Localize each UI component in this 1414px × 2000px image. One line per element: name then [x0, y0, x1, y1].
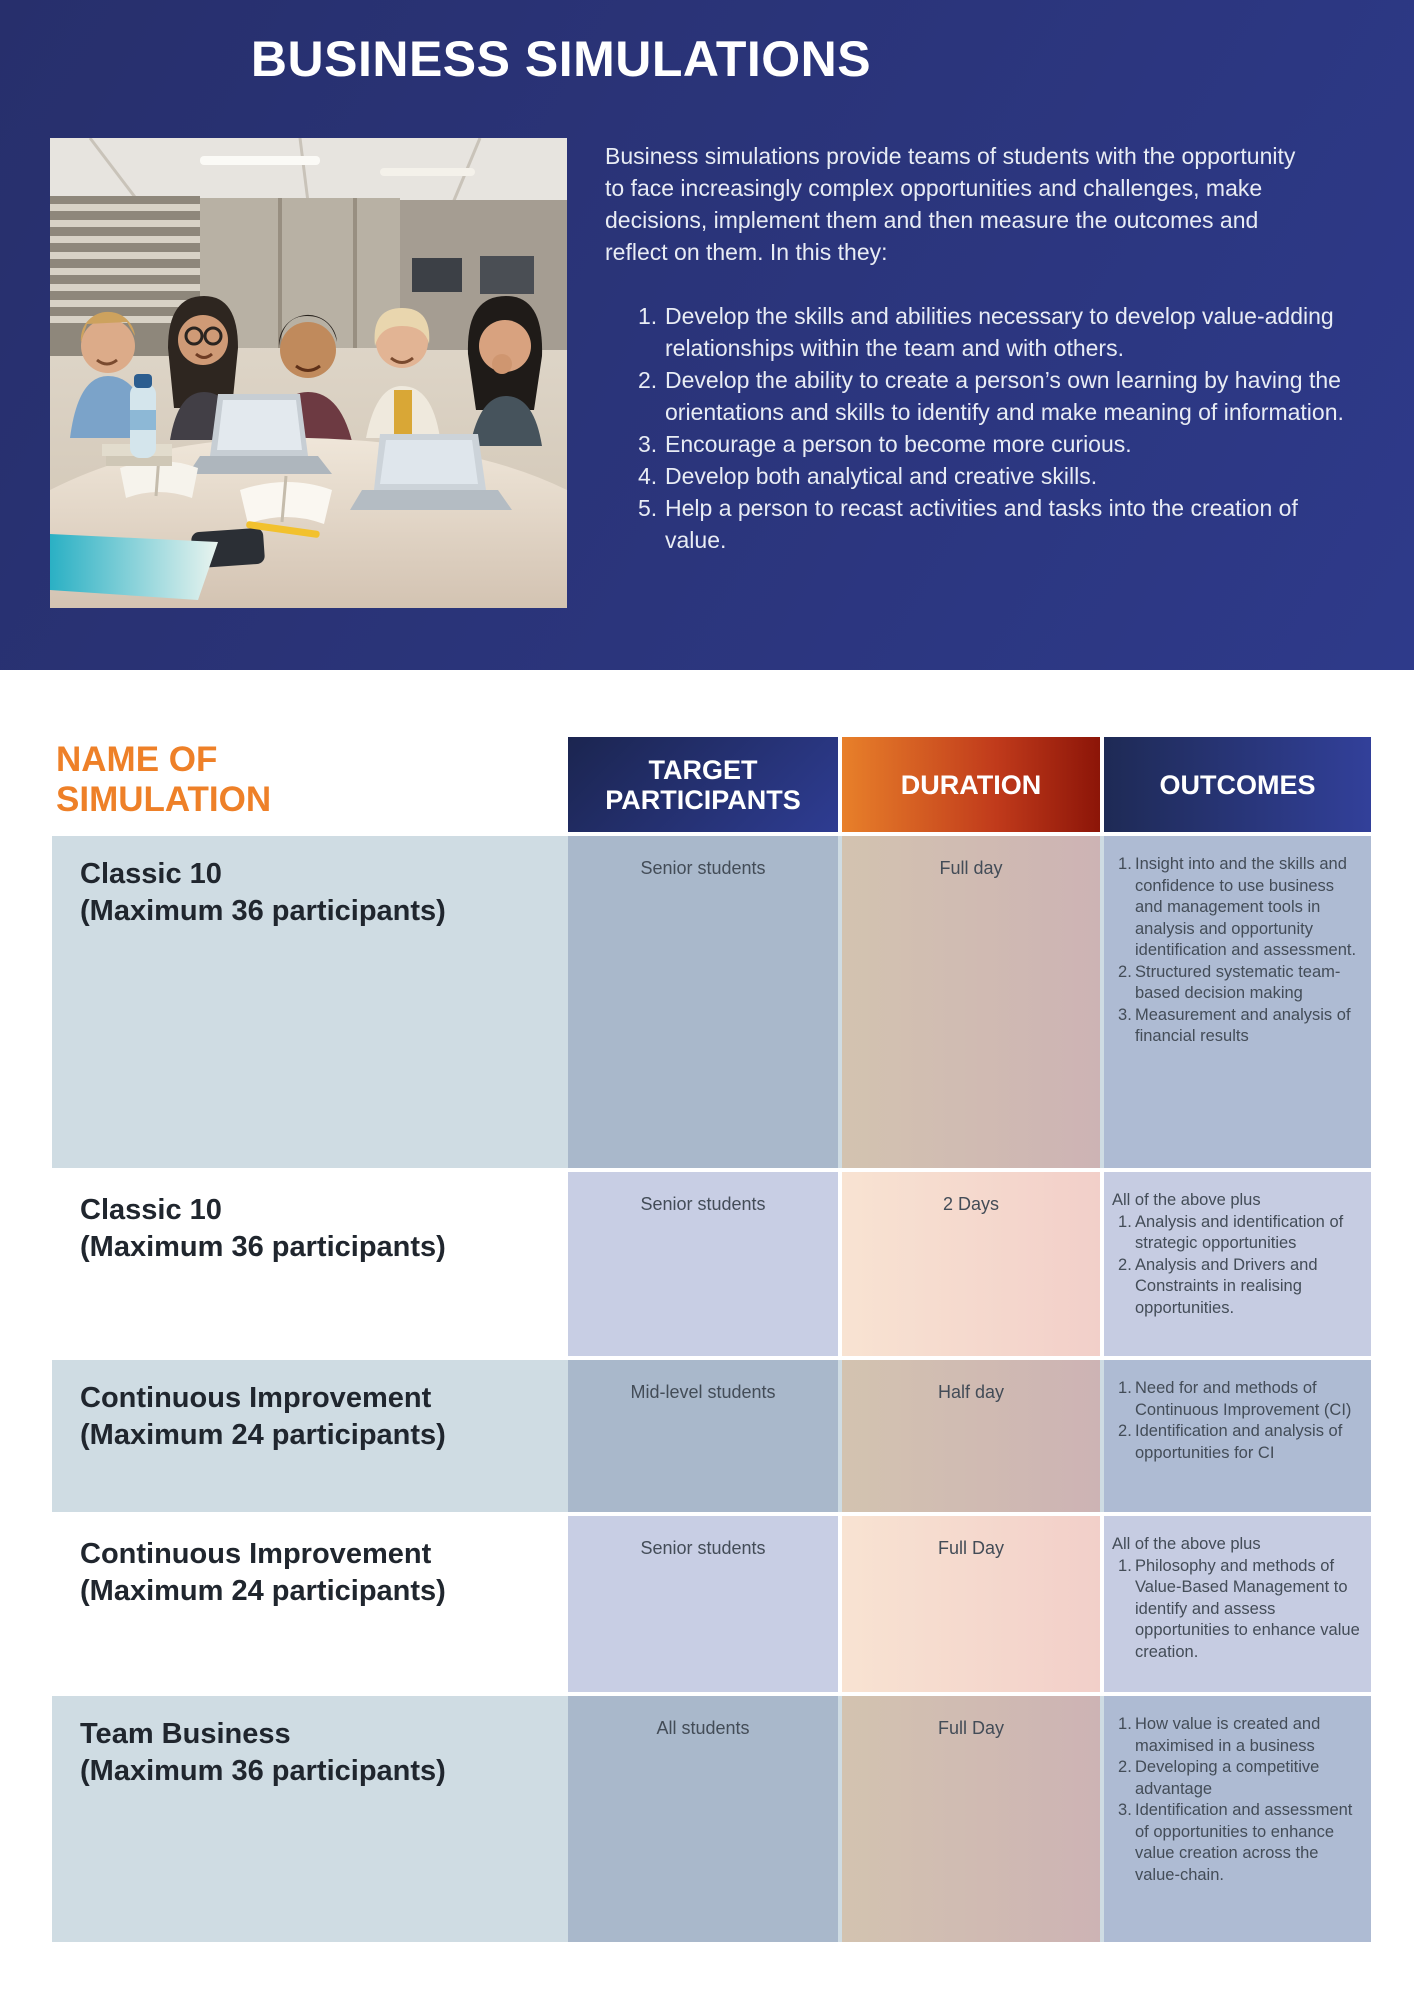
simulation-name-cell [52, 1360, 568, 1512]
target-participants-cell: All students [568, 1696, 838, 1942]
outcomes-prefix: All of the above plus [1112, 1535, 1261, 1553]
benefit-item: Encourage a person to become more curious. [665, 431, 1132, 457]
table-row [52, 836, 1371, 1168]
outcomes-prefix: All of the above plus [1112, 1191, 1261, 1209]
outcomes-cell [1104, 1696, 1371, 1942]
outcomes-list [1112, 854, 1361, 1048]
outcome-item: Identification and assessment of opportunities to enhance value creation across the value-chain. [1135, 1801, 1353, 1884]
simulation-max-participants: (Maximum 36 participants) [80, 895, 446, 927]
column-header-duration: DURATION [842, 737, 1100, 832]
simulation-max-participants: (Maximum 24 participants) [80, 1575, 446, 1607]
duration-cell: 2 Days [842, 1172, 1100, 1356]
target-participants-cell: Senior students [568, 1516, 838, 1692]
outcome-item: Identification and analysis of opportunities for CI [1135, 1422, 1343, 1462]
simulation-max-participants: (Maximum 36 participants) [80, 1231, 446, 1263]
outcome-item: Need for and methods of Continuous Improvement (CI) [1135, 1379, 1352, 1419]
simulation-name: Classic 10 [80, 858, 222, 890]
students-photo-illustration [50, 138, 567, 608]
simulation-name-cell [52, 1696, 568, 1942]
outcome-item: Philosophy and methods of Value-Based Management to identify and assess opportunities to enhance value creation. [1135, 1556, 1360, 1661]
outcome-item: Structured systematic team-based decision making [1135, 962, 1341, 1002]
simulation-name: Team Business [80, 1718, 291, 1750]
duration-cell: Full Day [842, 1516, 1100, 1692]
outcome-item: Developing a competitive advantage [1135, 1758, 1320, 1798]
benefit-item: Develop the skills and abilities necessary to develop value-adding relationships within the team and with others. [665, 303, 1334, 361]
outcomes-list [1112, 1714, 1361, 1886]
table-row [52, 1172, 1371, 1356]
table-row [52, 1516, 1371, 1692]
target-participants-cell: Senior students [568, 836, 838, 1168]
outcomes-list [1112, 1556, 1361, 1664]
outcomes-cell [1104, 1172, 1371, 1356]
outcome-item: Insight into and the skills and confidence to use business and management tools in analysis and opportunity identification and assessment. [1135, 855, 1357, 959]
outcomes-cell [1104, 1516, 1371, 1692]
outcomes-list [1112, 1212, 1361, 1320]
intro-block [605, 140, 1365, 556]
duration-cell: Full day [842, 836, 1100, 1168]
benefit-item: Develop the ability to create a person’s own learning by having the orientations and skills to identify and make meaning of information. [665, 367, 1344, 425]
outcome-item: Measurement and analysis of financial results [1135, 1005, 1351, 1045]
duration-cell: Full Day [842, 1696, 1100, 1942]
simulation-name: Classic 10 [80, 1194, 222, 1226]
simulation-name: Continuous Improvement [80, 1382, 432, 1414]
outcomes-cell [1104, 1360, 1371, 1512]
table-row [52, 1360, 1371, 1512]
hero-section [0, 0, 1414, 670]
benefit-item: Help a person to recast activities and tasks into the creation of value. [665, 495, 1298, 553]
table-row [52, 1696, 1371, 1942]
students-photo [50, 138, 567, 608]
target-participants-cell: Senior students [568, 1172, 838, 1356]
benefits-list [605, 300, 1350, 556]
benefit-item: Develop both analytical and creative skills. [665, 463, 1098, 489]
table-body [52, 836, 1371, 1946]
column-header-outcomes: OUTCOMES [1104, 737, 1371, 832]
duration-cell: Half day [842, 1360, 1100, 1512]
simulation-name-cell [52, 1172, 568, 1356]
target-participants-cell: Mid-level students [568, 1360, 838, 1512]
outcome-item: How value is created and maximised in a business [1135, 1715, 1321, 1755]
intro-paragraph: Business simulations provide teams of students with the opportunity to face increasingly complex opportunities and challenges, make decisions, implement them and then measure the outcomes and reflect on them. In this they: [605, 143, 1296, 265]
outcome-item: Analysis and identification of strategic opportunities [1135, 1212, 1344, 1252]
outcomes-cell [1104, 836, 1371, 1168]
name-of-simulation-header: NAME OF SIMULATION [56, 740, 272, 819]
simulation-name-cell [52, 1516, 568, 1692]
simulation-name-cell [52, 836, 568, 1168]
table-header-row [52, 737, 1371, 832]
simulation-max-participants: (Maximum 36 participants) [80, 1755, 446, 1787]
page-title: BUSINESS SIMULATIONS [250, 31, 872, 87]
simulation-name: Continuous Improvement [80, 1538, 432, 1570]
outcomes-list [1112, 1378, 1361, 1464]
column-header-target-participants: TARGET PARTICIPANTS [568, 737, 838, 832]
simulation-max-participants: (Maximum 24 participants) [80, 1419, 446, 1451]
outcome-item: Analysis and Drivers and Constraints in realising opportunities. [1135, 1255, 1318, 1317]
